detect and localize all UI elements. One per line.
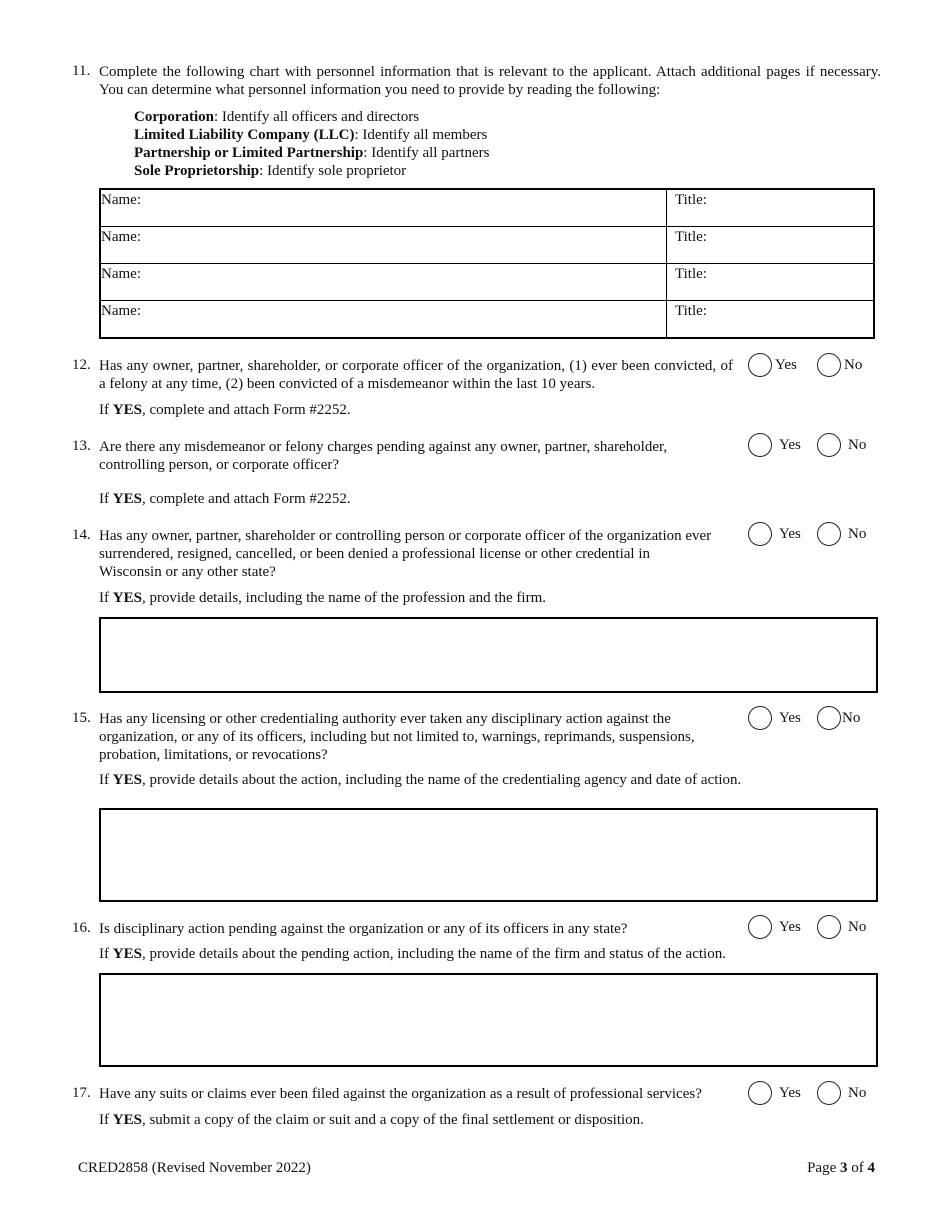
q13-followup: If YES, complete and attach Form #2252.: [99, 491, 351, 507]
name-field[interactable]: Name:: [100, 301, 667, 339]
entity-definitions: [134, 108, 490, 180]
q16-text: Is disciplinary action pending against the organization or any of its officers in any state?: [99, 921, 628, 937]
radio-circle: [817, 1081, 841, 1105]
q17-text: Have any suits or claims ever been filed against the organization as a result of professional services?: [99, 1086, 702, 1102]
q13-yes-radio[interactable]: [748, 433, 801, 457]
radio-circle: [817, 706, 841, 730]
q16-yes-radio[interactable]: [748, 915, 801, 939]
q16-number: 16.: [72, 920, 91, 936]
page-number: Page 3 of 4: [807, 1160, 875, 1176]
radio-circle: [817, 915, 841, 939]
q12-number: 12.: [72, 357, 91, 373]
q14-followup: If YES, provide details, including the name of the profession and the firm.: [99, 590, 546, 606]
radio-circle: [748, 1081, 772, 1105]
def-partnership: Partnership or Limited Partnership: Identify all partners: [134, 145, 490, 161]
q12-followup: If YES, complete and attach Form #2252.: [99, 402, 351, 418]
q15-text: Has any licensing or other credentialing authority ever taken any disciplinary action against the organization, or any of its officers, including but not limited to, warnings, reprimands, suspensions, probation, limitations, or revocations?: [99, 711, 695, 763]
no-label: No: [848, 1084, 867, 1101]
q12-yes-radio[interactable]: [748, 353, 797, 377]
q13-number: 13.: [72, 438, 91, 454]
q11-text: Complete the following chart with personnel information that is relevant to the applicant. Attach additional pages if necessary. You can determine what personnel information you need to provide by reading the following:: [99, 64, 881, 98]
q17-number: 17.: [72, 1085, 91, 1101]
q14-yes-radio[interactable]: [748, 522, 801, 546]
q15-number: 15.: [72, 710, 91, 726]
name-field[interactable]: Name:: [100, 264, 667, 301]
q12-no-radio[interactable]: [817, 353, 862, 377]
radio-circle: [748, 353, 772, 377]
title-field[interactable]: Title:: [667, 264, 875, 301]
q17-yes-radio[interactable]: [748, 1081, 801, 1105]
yes-label: Yes: [779, 709, 801, 726]
no-label: No: [842, 709, 861, 726]
no-label: No: [848, 918, 867, 935]
q16-followup: If YES, provide details about the pending action, including the name of the firm and status of the action.: [99, 946, 726, 962]
q15-yes-radio[interactable]: [748, 706, 801, 730]
q13-no-radio[interactable]: [817, 433, 866, 457]
q12-text: Has any owner, partner, shareholder, or corporate officer of the organization, (1) ever been convicted, of a felony at any time, (2) been convicted of a misdemeanor within the last 10 years.: [99, 358, 733, 392]
q13-text: Are there any misdemeanor or felony charges pending against any owner, partner, shareholder, controlling person, or corporate officer?: [99, 439, 668, 473]
yes-label: Yes: [779, 1084, 801, 1101]
q16-no-radio[interactable]: [817, 915, 866, 939]
radio-circle: [817, 353, 841, 377]
title-field[interactable]: Title:: [667, 227, 875, 264]
yes-label: Yes: [779, 918, 801, 935]
yes-label: Yes: [779, 436, 801, 453]
yes-label: Yes: [779, 525, 801, 542]
radio-circle: [817, 433, 841, 457]
q15-followup: If YES, provide details about the action, including the name of the credentialing agency and date of action.: [99, 772, 742, 788]
radio-circle: [748, 433, 772, 457]
name-field[interactable]: Name:: [100, 227, 667, 264]
q16-details-textarea[interactable]: [99, 973, 878, 1067]
radio-circle: [748, 915, 772, 939]
q14-no-radio[interactable]: [817, 522, 866, 546]
q17-no-radio[interactable]: [817, 1081, 866, 1105]
q15-details-textarea[interactable]: [99, 808, 878, 902]
radio-circle: [748, 706, 772, 730]
q17-followup: If YES, submit a copy of the claim or suit and a copy of the final settlement or disposition.: [99, 1112, 644, 1128]
no-label: No: [848, 525, 867, 542]
q14-number: 14.: [72, 527, 91, 543]
def-sole-proprietorship: Sole Proprietorship: Identify sole proprietor: [134, 163, 407, 179]
q14-details-textarea[interactable]: [99, 617, 878, 693]
def-llc: Limited Liability Company (LLC): Identify all members: [134, 127, 488, 143]
yes-label: Yes: [775, 356, 797, 373]
radio-circle: [748, 522, 772, 546]
radio-circle: [817, 522, 841, 546]
q11-number: 11.: [72, 63, 91, 79]
form-id: CRED2858 (Revised November 2022): [78, 1160, 311, 1176]
q15-no-radio[interactable]: [817, 706, 860, 730]
title-field[interactable]: Title:: [667, 189, 875, 227]
table-row: [100, 301, 874, 339]
q14-text: Has any owner, partner, shareholder or controlling person or corporate officer of the organization ever surrendered, resigned, cancelled, or been denied a professional license or other credential in Wisconsin or any other state?: [99, 528, 712, 580]
no-label: No: [844, 356, 863, 373]
name-field[interactable]: Name:: [100, 189, 667, 227]
no-label: No: [848, 436, 867, 453]
title-field[interactable]: Title:: [667, 301, 875, 339]
table-row: [100, 264, 874, 301]
table-row: [100, 189, 874, 227]
personnel-table: [99, 188, 875, 339]
def-corporation: Corporation: Identify all officers and directors: [134, 109, 420, 125]
table-row: [100, 227, 874, 264]
